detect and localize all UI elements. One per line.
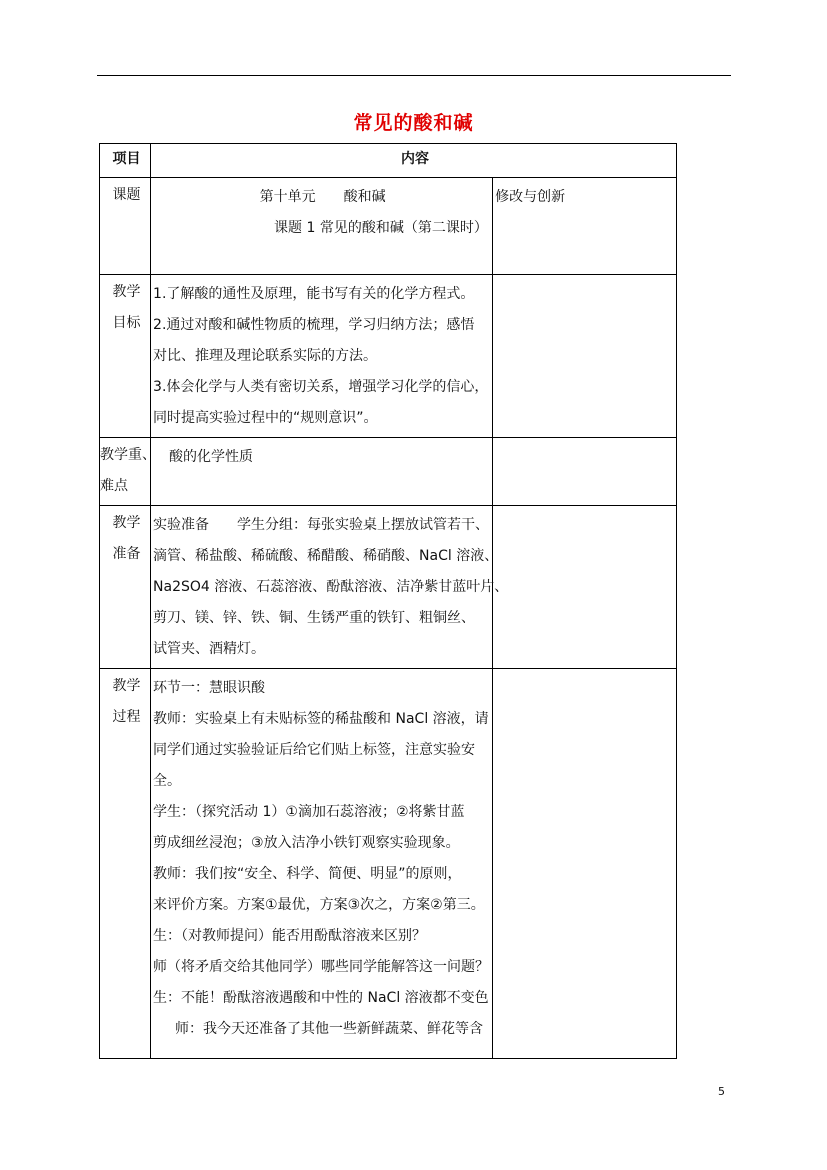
label-process-line-2: 过程 (112, 709, 141, 725)
preparation-line: 剪刀、镁、锌、铁、铜、生锈严重的铁钉、粗铜丝、 (153, 610, 476, 626)
label-preparation-line-2: 准备 (112, 546, 141, 562)
page-number: 5 (718, 1085, 725, 1098)
process-line: 教师：实验桌上有未贴标签的稀盐酸和 NaCl 溶液，请 (153, 711, 489, 727)
label-process (100, 669, 151, 1059)
header-item: 项目 (100, 144, 151, 178)
process-line: 剪成细丝浸泡；③放入洁净小铁钉观察实验现象。 (153, 835, 460, 851)
label-preparation (100, 506, 151, 669)
process-line: 来评价方案。方案①最优，方案③次之，方案②第三。 (153, 897, 485, 913)
goal-line: 对比、推理及理论联系实际的方法。 (153, 348, 378, 364)
notes-key-points (493, 438, 677, 506)
lesson-title: 课题 1 常见的酸和碱（第二课时） (274, 220, 488, 236)
notes-header: 修改与创新 (495, 189, 566, 205)
row-process (100, 669, 677, 1059)
content-topic (151, 178, 493, 275)
process-line: 生：（对教师提问）能否用酚酞溶液来区别？ (153, 928, 427, 944)
row-key-points (100, 438, 677, 506)
preparation-line: 实验准备 学生分组：每张实验桌上摆放试管若干、 (153, 517, 490, 533)
lesson-plan-table (99, 143, 677, 1059)
process-line: 师：我今天还准备了其他一些新鲜蔬菜、鲜花等含 (175, 1021, 484, 1037)
process-line: 师（将矛盾交给其他同学）哪些同学能解答这一问题？ (153, 959, 490, 975)
process-line: 环节一：慧眼识酸 (153, 680, 266, 696)
content-preparation (151, 506, 509, 669)
preparation-line: 滴管、稀盐酸、稀硫酸、稀醋酸、稀硝酸、NaCl 溶液、 (153, 548, 499, 564)
label-topic-text: 课题 (112, 187, 141, 203)
process-line: 全。 (153, 773, 182, 789)
label-preparation-line-1: 教学 (112, 515, 141, 531)
goal-line: 同时提高实验过程中的“规则意识”。 (153, 410, 378, 426)
content-key-points (151, 438, 493, 506)
document-title: 常见的酸和碱 (353, 112, 474, 134)
process-line: 生：不能！酚酞溶液遇酸和中性的 NaCl 溶液都不变色 (153, 990, 489, 1006)
goal-line: 3.体会化学与人类有密切关系，增强学习化学的信心， (153, 379, 489, 395)
label-key-points (100, 438, 156, 506)
header-content: 内容 (151, 144, 677, 178)
content-process (151, 669, 493, 1059)
label-topic (100, 178, 151, 275)
preparation-line: 试管夹、酒精灯。 (153, 641, 266, 657)
process-line: 学生：（探究活动 1）①滴加石蕊溶液；②将紫甘蓝 (153, 804, 465, 820)
notes-preparation (493, 506, 677, 669)
label-key-points-line-1: 教学重、 (100, 447, 156, 463)
key-points-text: 酸的化学性质 (169, 449, 254, 465)
header-rule (97, 75, 731, 76)
label-goals (100, 275, 151, 438)
preparation-line: Na2SO4 溶液、石蕊溶液、酚酞溶液、洁净紫甘蓝叶片、 (153, 579, 509, 595)
goal-line: 2.通过对酸和碱性物质的梳理，学习归纳方法；感悟 (153, 317, 475, 333)
row-preparation (100, 506, 677, 669)
notes-topic (493, 178, 677, 275)
notes-goals (493, 275, 677, 438)
row-topic (100, 178, 677, 275)
label-goals-line-1: 教学 (112, 284, 141, 300)
unit-title: 第十单元 酸和碱 (259, 189, 386, 205)
label-goals-line-2: 目标 (112, 315, 141, 331)
content-goals (151, 275, 493, 438)
process-line: 同学们通过实验验证后给它们贴上标签，注意实验安 (153, 742, 476, 758)
label-key-points-line-2: 难点 (100, 478, 128, 494)
header-row (100, 144, 677, 178)
notes-process (493, 669, 677, 1059)
row-goals (100, 275, 677, 438)
process-line: 教师：我们按“安全、科学、简便、明显”的原则， (153, 866, 462, 882)
label-process-line-1: 教学 (112, 678, 141, 694)
goal-line: 1.了解酸的通性及原理，能书写有关的化学方程式。 (153, 286, 475, 302)
